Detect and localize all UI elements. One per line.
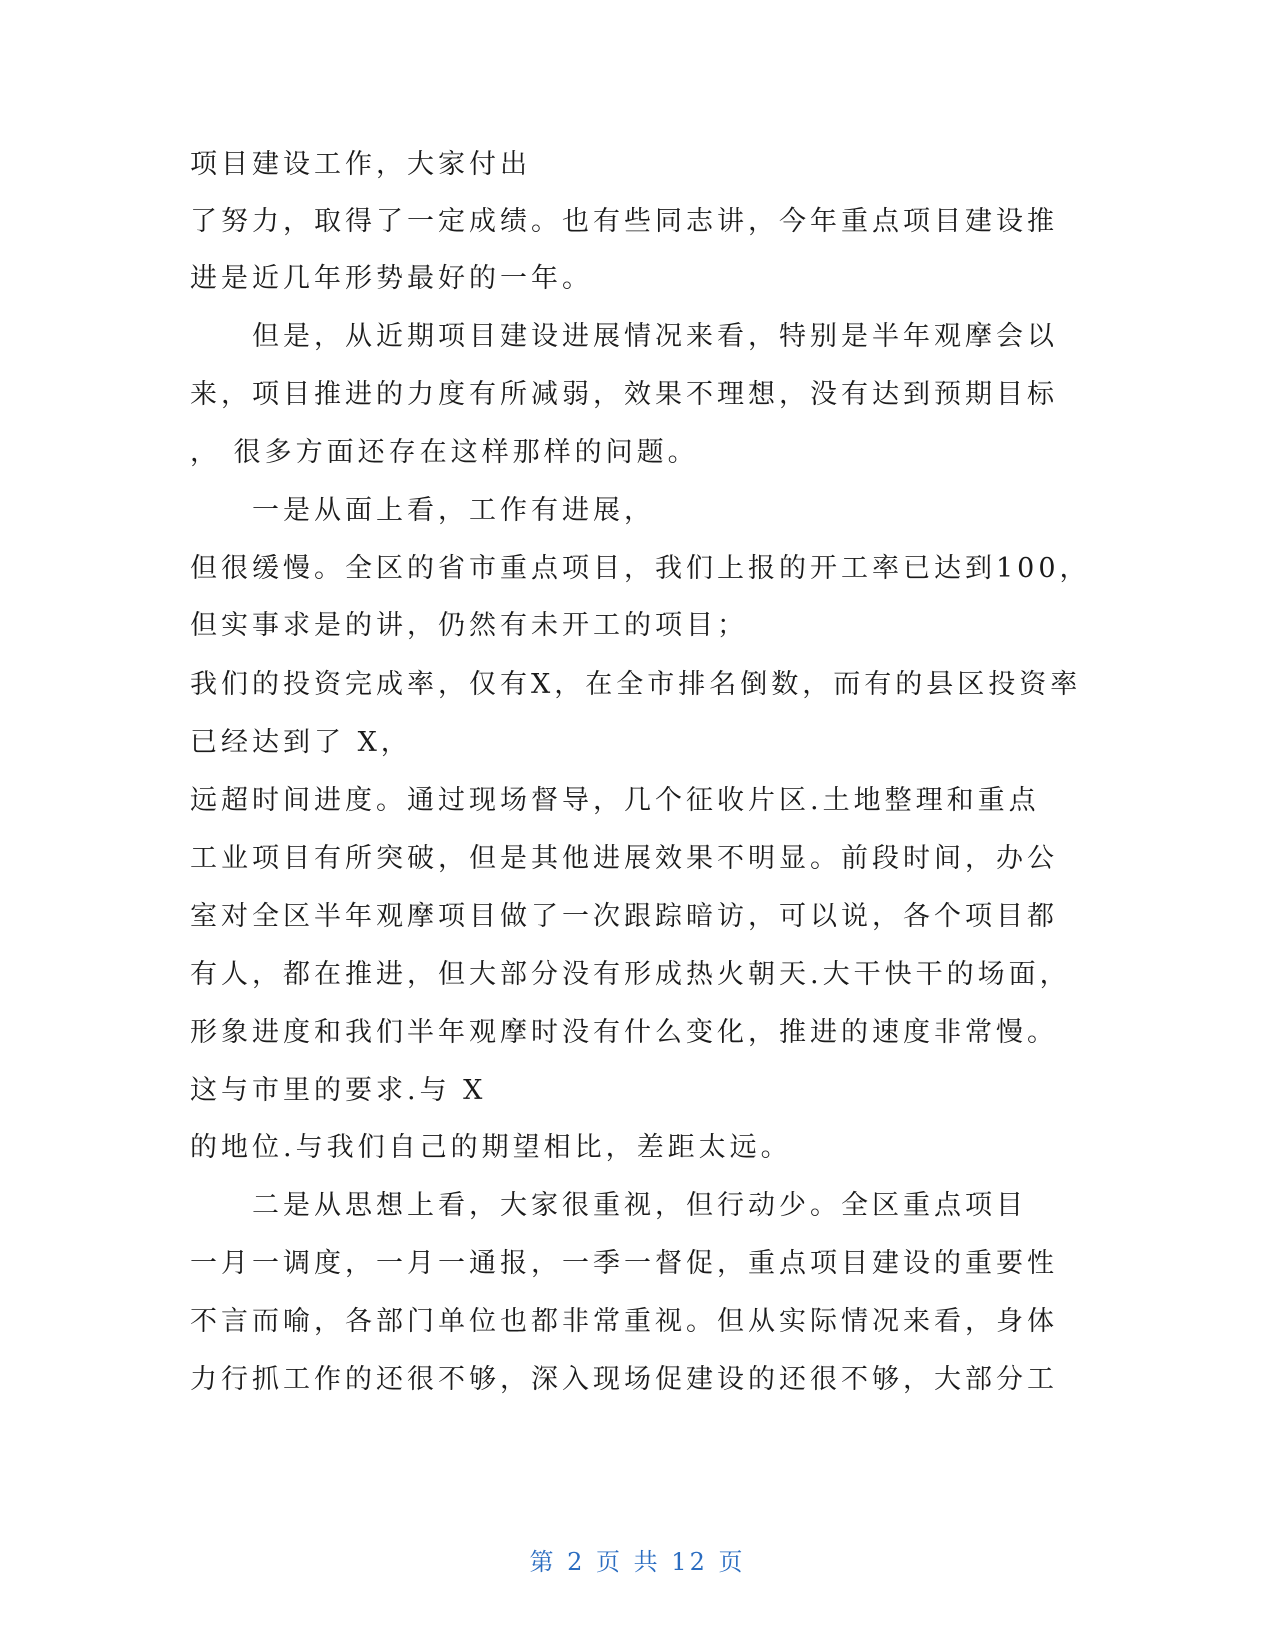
text-line: 这与市里的要求.与 X bbox=[190, 1075, 487, 1106]
text-line: 来，项目推进的力度有所减弱，效果不理想，没有达到预期目标 bbox=[190, 379, 1058, 410]
paragraph-start-line: 二是从思想上看，大家很重视，但行动少。全区重点项目 bbox=[252, 1190, 1027, 1221]
paragraph-start-line: 一是从面上看，工作有进展， bbox=[252, 495, 655, 526]
text-line: 了努力，取得了一定成绩。也有些同志讲，今年重点项目建设推 bbox=[190, 206, 1058, 237]
page-number-footer: 第 2 页 共 12 页 bbox=[529, 1548, 746, 1576]
text-line: 工业项目有所突破，但是其他进展效果不明显。前段时间，办公 bbox=[190, 843, 1058, 874]
text-line: 有人，都在推进，但大部分没有形成热火朝天.大干快干的场面， bbox=[190, 959, 1071, 990]
text-line: 室对全区半年观摩项目做了一次跟踪暗访，可以说，各个项目都 bbox=[190, 901, 1058, 932]
text-line: 的地位.与我们自己的期望相比，差距太远。 bbox=[190, 1132, 792, 1163]
text-line: 已经达到了 X， bbox=[190, 727, 412, 758]
text-line: 进是近几年形势最好的一年。 bbox=[190, 263, 593, 294]
text-line: 但很缓慢。全区的省市重点项目，我们上报的开工率已达到100， bbox=[190, 553, 1091, 584]
text-line: 项目建设工作，大家付出 bbox=[190, 149, 531, 180]
text-line: 我们的投资完成率，仅有X，在全市排名倒数，而有的县区投资率 bbox=[190, 669, 1082, 700]
text-line: 不言而喻，各部门单位也都非常重视。但从实际情况来看，身体 bbox=[190, 1306, 1058, 1337]
text-line: 一月一调度，一月一通报，一季一督促，重点项目建设的重要性 bbox=[190, 1248, 1058, 1279]
text-line: 力行抓工作的还很不够，深入现场促建设的还很不够，大部分工 bbox=[190, 1364, 1058, 1395]
text-line: ， 很多方面还存在这样那样的问题。 bbox=[190, 437, 699, 468]
text-line: 形象进度和我们半年观摩时没有什么变化，推进的速度非常慢。 bbox=[190, 1017, 1058, 1048]
paragraph-start-line: 但是，从近期项目建设进展情况来看，特别是半年观摩会以 bbox=[252, 321, 1058, 352]
text-line: 远超时间进度。通过现场督导，几个征收片区.土地整理和重点 bbox=[190, 785, 1040, 816]
text-line: 但实事求是的讲，仍然有未开工的项目； bbox=[190, 610, 748, 641]
